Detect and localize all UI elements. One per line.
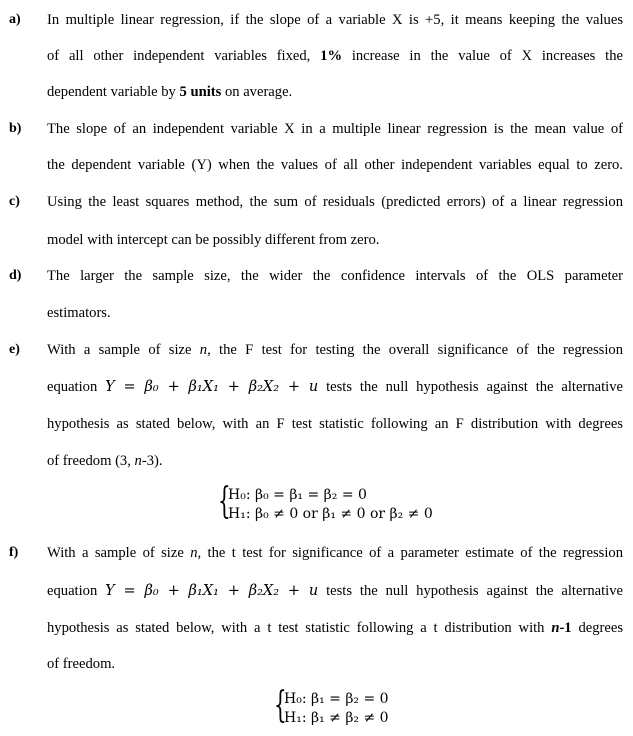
item-c-label: c) xyxy=(9,194,20,209)
item-a-line-3: dependent variable by 5 units on average. xyxy=(47,84,293,100)
item-e-h1: H₁: β₀ ≠ 0 or β₁ ≠ 0 or β₂ ≠ 0 xyxy=(228,506,433,522)
item-a-label: a) xyxy=(9,12,21,27)
item-b-line-1: The slope of an independent variable X in a multiple linear regression is the mean value of xyxy=(47,121,623,137)
item-f-line-1: With a sample of size n, the t test for significance of a parameter estimate of the regression xyxy=(47,545,624,561)
item-f-line-4: of freedom. xyxy=(47,656,116,672)
item-f-h0: H₀: β₁ = β₂ = 0 xyxy=(284,691,389,707)
item-d-line-2: estimators. xyxy=(47,305,111,321)
regression-equation: Y = β₀ + β₁X₁ + β₂X₂ + u xyxy=(105,379,319,395)
item-e-line-4: of freedom (3, n-3). xyxy=(47,453,163,469)
item-c-line-2: model with intercept can be possibly different from zero. xyxy=(47,232,380,248)
item-f-h1: H₁: β₁ ≠ β₂ ≠ 0 xyxy=(284,710,389,726)
hypothesis-brace-f: { xyxy=(274,685,287,726)
item-d-line-1: The larger the sample size, the wider the confidence intervals of the OLS parameter xyxy=(47,268,623,284)
regression-equation-f: Y = β₀ + β₁X₁ + β₂X₂ + u xyxy=(105,583,319,599)
item-f-label: f) xyxy=(9,545,19,560)
item-e-label: e) xyxy=(9,342,20,357)
item-a-line-1: In multiple linear regression, if the slope of a variable X is +5, it means keeping the values xyxy=(47,12,623,28)
item-b-line-2: the dependent variable (Y) when the values of all other independent variables equal to zero. xyxy=(47,157,623,173)
item-f-line-3: hypothesis as stated below, with a t test statistic following a t distribution with n-1 degrees xyxy=(47,620,624,636)
item-e-line-1: With a sample of size n, the F test for testing the overall significance of the regression xyxy=(47,342,623,358)
item-b-label: b) xyxy=(9,121,22,136)
item-f-line-2: equation Y = β₀ + β₁X₁ + β₂X₂ + u tests the null hypothesis against the alternative xyxy=(47,583,623,599)
item-e-line-3: hypothesis as stated below, with an F test statistic following an F distribution with degrees xyxy=(47,416,623,432)
item-d-label: d) xyxy=(9,268,22,283)
item-e-h0: H₀: β₀ = β₁ = β₂ = 0 xyxy=(228,487,367,503)
item-e-line-2: equation Y = β₀ + β₁X₁ + β₂X₂ + u tests the null hypothesis against the alternative xyxy=(47,379,623,395)
hypothesis-brace-e: { xyxy=(218,481,231,522)
item-c-line-1: Using the least squares method, the sum of residuals (predicted errors) of a linear regression xyxy=(47,194,623,210)
item-a-line-2: of all other independent variables fixed, 1% increase in the value of X increases the xyxy=(47,48,623,64)
